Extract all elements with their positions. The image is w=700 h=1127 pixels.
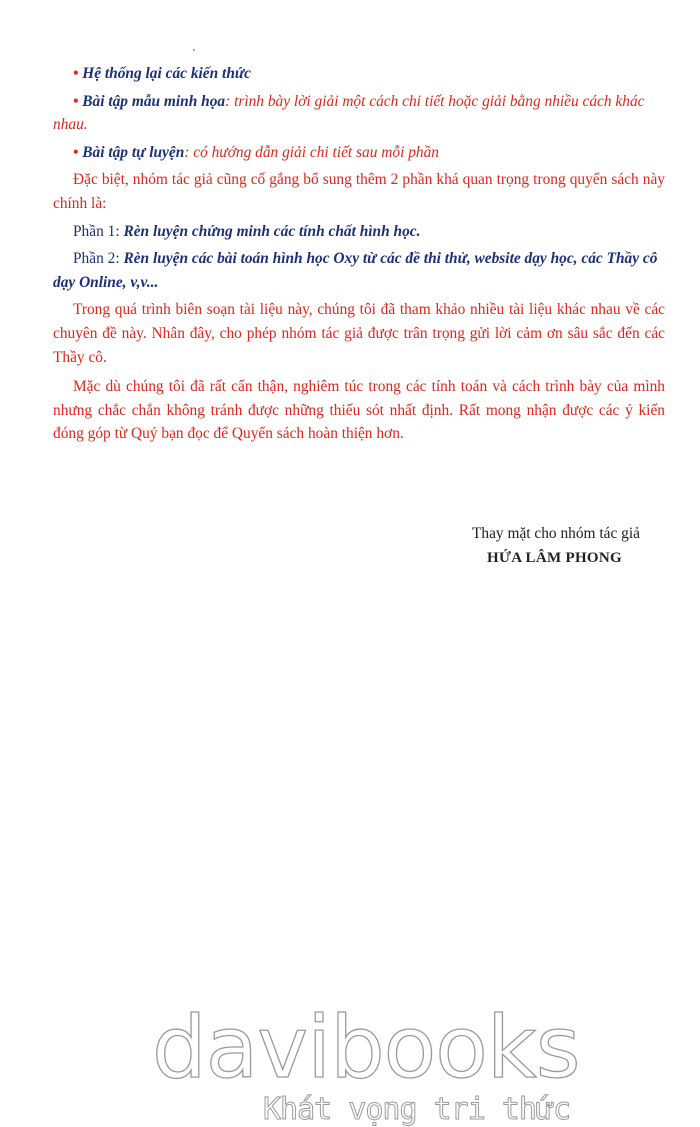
item-description: : trình bày lời giải một cách chi tiết hoặc giải bằng nhiều cách khác nhau. — [53, 92, 645, 134]
special-intro-paragraph: Đặc biệt, nhóm tác giả cũng cố gắng bổ sung thêm 2 phần khá quan trọng trong quyển sách này chính là: — [53, 171, 665, 212]
watermark-logo-text: davibooks — [152, 998, 580, 1098]
preface-body — [53, 62, 665, 452]
part-one — [53, 220, 665, 244]
list-item — [53, 62, 665, 86]
signature-role: Thay mặt cho nhóm tác giả — [472, 525, 640, 542]
signature-block — [410, 521, 700, 571]
list-item — [53, 141, 665, 165]
ink-speck — [193, 49, 195, 51]
part-label: Phần 1: — [73, 222, 124, 240]
bullet-icon: • — [73, 92, 79, 110]
part-two — [53, 247, 665, 294]
item-title: Hệ thống lại các kiến thức — [82, 65, 251, 82]
closing-paragraph: Mặc dù chúng tôi đã rất cẩn thận, nghiêm túc trong các tính toán và cách trình bày của mình nhưng chắc chắn không tránh được những thiếu sót nhất định. Rất mong nhận được các ý kiến đóng góp từ Quý bạn đọc để Quyển sách hoàn thiện hơn. — [53, 378, 665, 443]
item-title: Bài tập mẫu minh họa — [82, 92, 226, 110]
item-description: : có hướng dẫn giải chi tiết sau mỗi phần — [184, 143, 439, 161]
author-name: HỨA LÂM PHONG — [487, 550, 623, 566]
bullet-icon: • — [73, 143, 79, 161]
bullet-icon: • — [73, 65, 79, 82]
part-text: Rèn luyện các bài toán hình học Oxy từ các đề thi thử, website dạy học, các Thầy cô dạy Online, v,v... — [53, 250, 658, 291]
item-title: Bài tập tự luyện — [82, 143, 185, 161]
watermark-tagline: Khát vọng tri thức — [263, 1092, 571, 1127]
list-item — [53, 90, 665, 137]
thanks-paragraph: Trong quá trình biên soạn tài liệu này, chúng tôi đã tham khảo nhiều tài liệu khác nhau về các chuyên đề này. Nhân đây, cho phép nhóm tác giả được trân trọng gửi lời cảm ơn sâu sắc đến các Thầy cô. — [53, 301, 665, 366]
part-text: Rèn luyện chứng minh các tính chất hình học. — [123, 222, 421, 240]
watermark — [0, 980, 700, 1127]
part-label: Phần 2: — [73, 250, 124, 268]
